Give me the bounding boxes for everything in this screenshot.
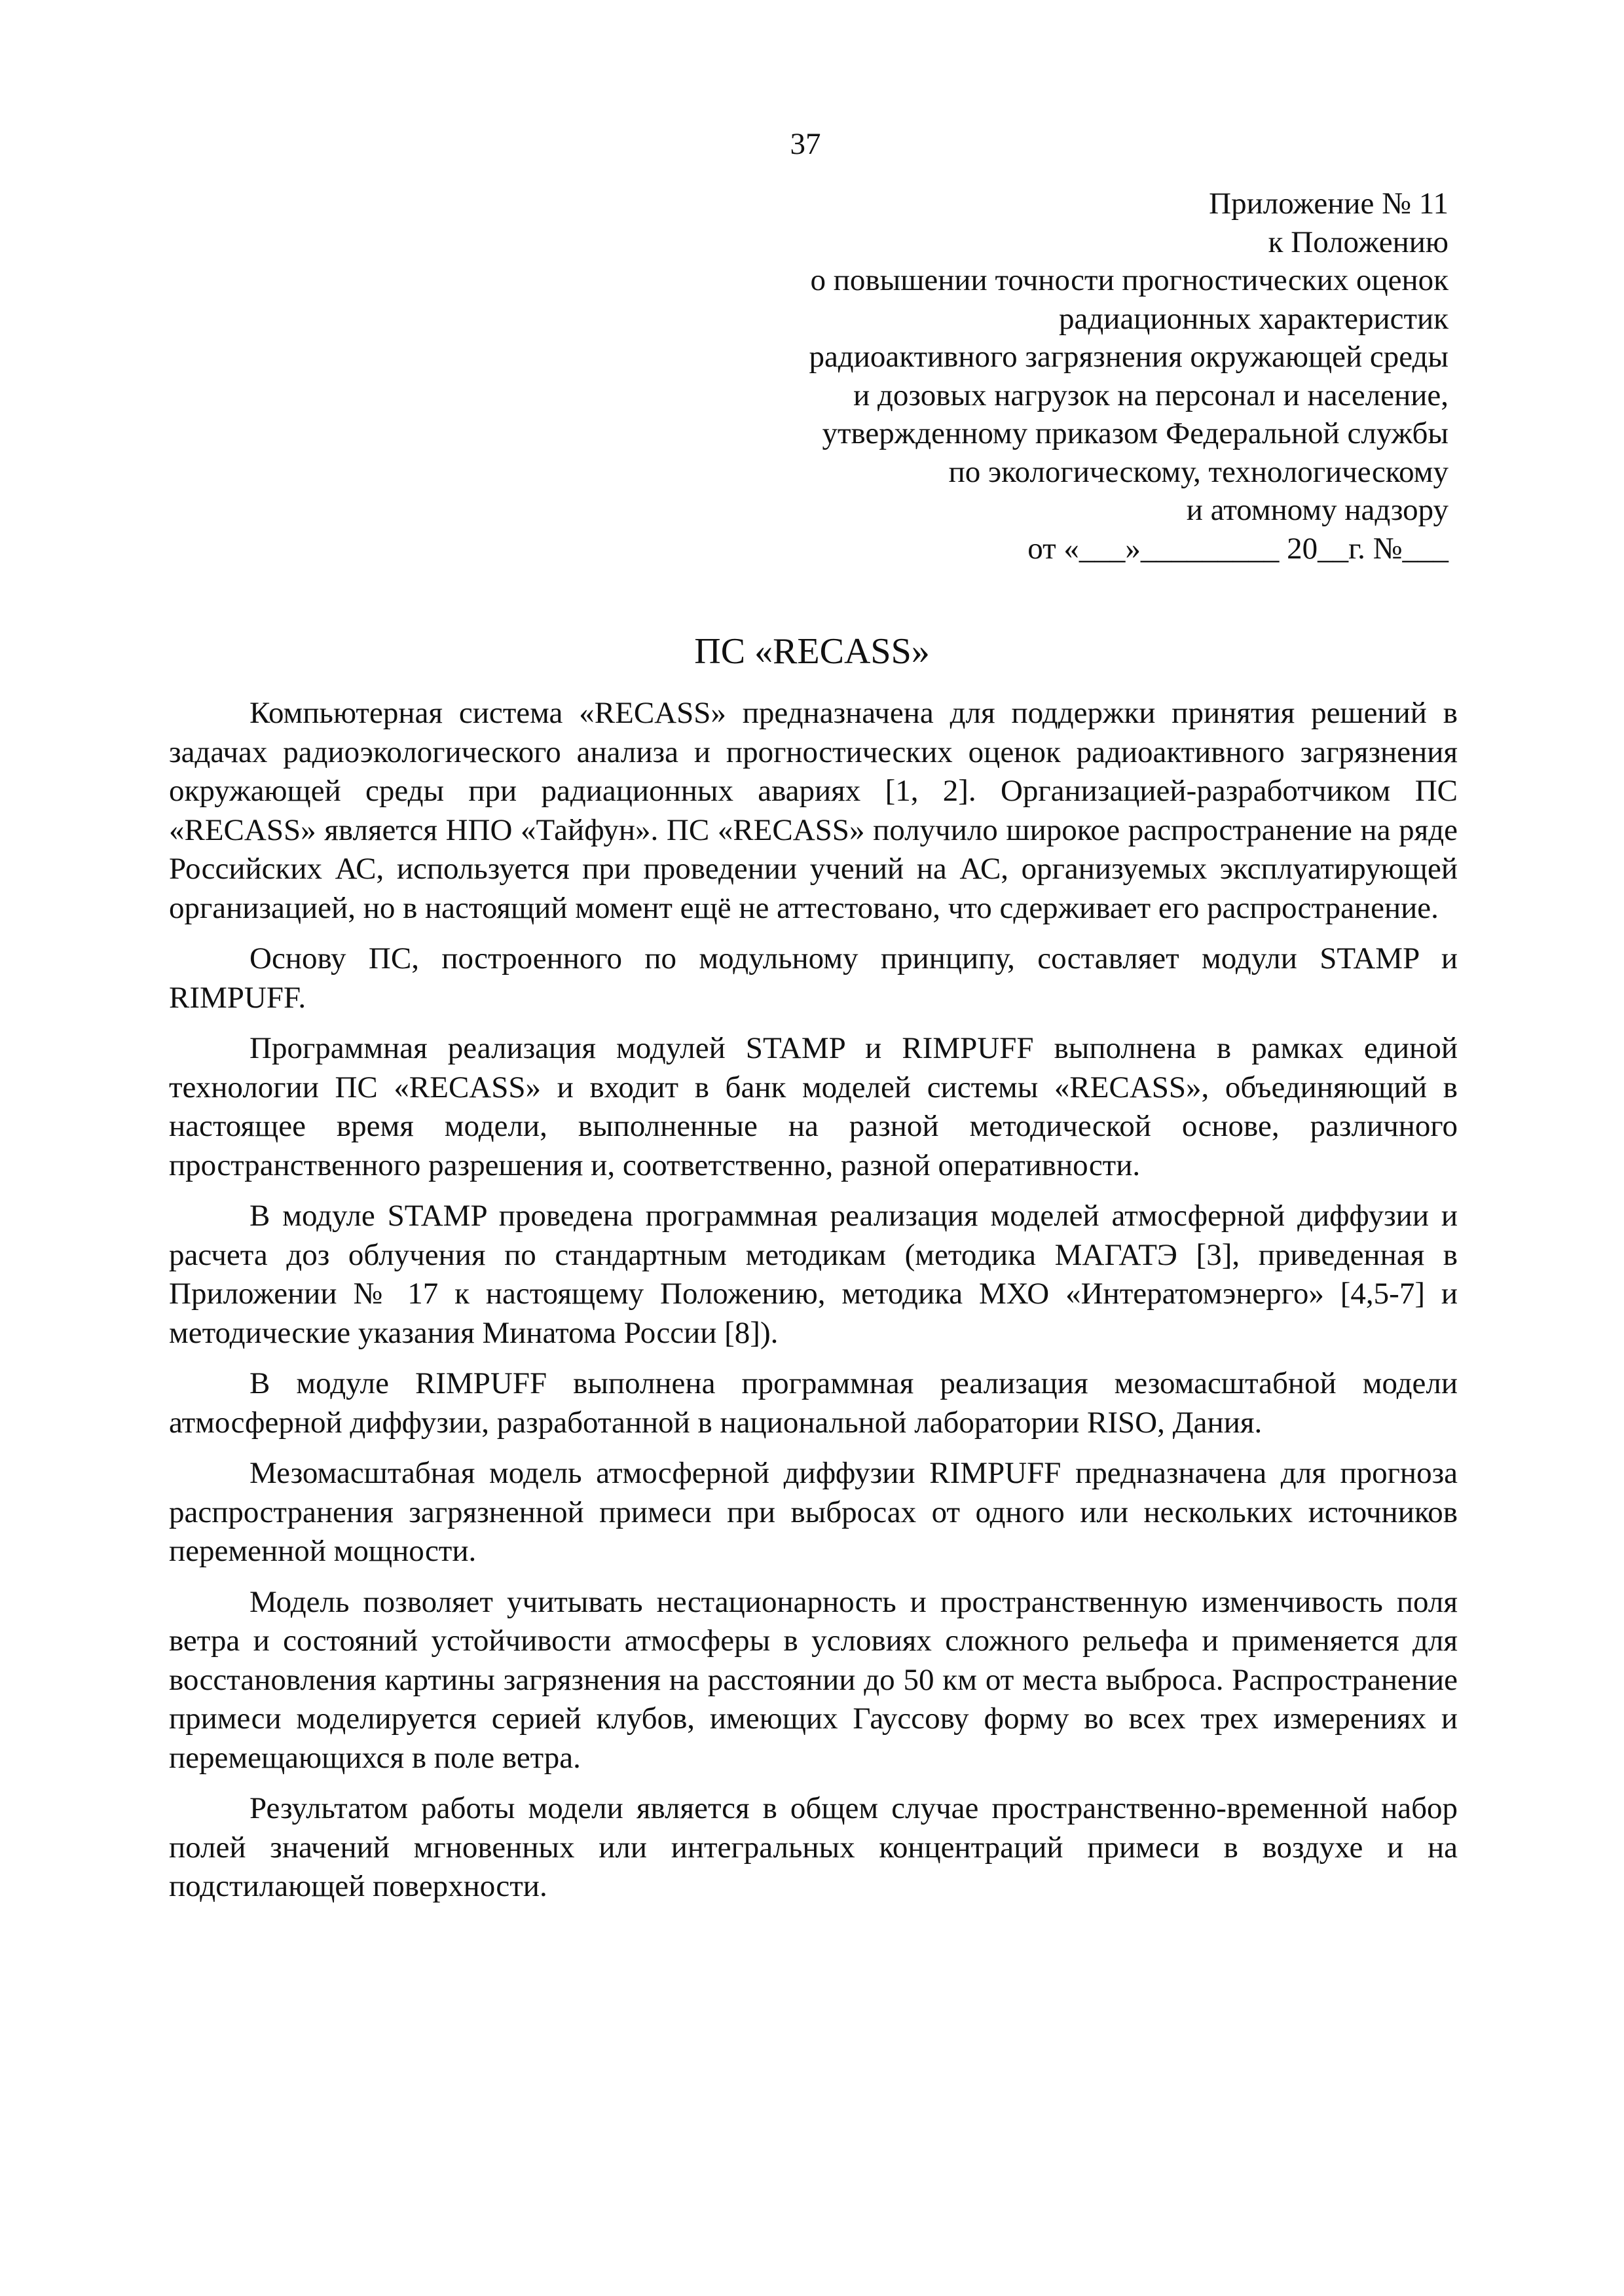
appendix-header-line: по экологическому, технологическому	[948, 454, 1449, 489]
paragraph: Программная реализация модулей STAMP и RIMPUFF выполнена в рамках единой технологии ПС «RECASS» и входит в банк моделей системы «RECASS», объединяющий в настоящее время модели, выполненные на разной методической основе, различного пространственного разрешения и, соответственно, разной оперативности.	[169, 1031, 1458, 1182]
paragraph: Основу ПС, построенного по модульному принципу, составляет модули STAMP и RIMPUFF.	[169, 941, 1458, 1015]
page-number: 37	[790, 127, 821, 161]
appendix-date-number-line: от «___»_________ 20__г. №___	[1027, 531, 1449, 566]
document-title: ПС «RECASS»	[694, 631, 930, 672]
appendix-header-line: к Положению	[1268, 225, 1449, 259]
paragraph: В модуле STAMP проведена программная реализация моделей атмосферной диффузии и расчета доз облучения по стандартным методикам (методика МАГАТЭ [3], приведенная в Приложении № 17 к настоящему Положению, методика МХО «Интератомэнерго» [4,5-7] и методические указания Минатома России [8]).	[169, 1199, 1458, 1350]
appendix-header-line: Приложение № 11	[1209, 187, 1449, 221]
appendix-header	[466, 185, 1449, 568]
appendix-header-line: о повышении точности прогностических оценок	[810, 263, 1449, 297]
appendix-header-line: радиоактивного загрязнения окружающей среды	[809, 340, 1449, 374]
paragraph: Модель позволяет учитывать нестационарность и пространственную изменчивость поля ветра и состояний устойчивости атмосферы в условиях сложного рельефа и применяется для восстановления картины загрязнения на расстоянии до 50 км от места выброса. Распространение примеси моделируется серией клубов, имеющих Гауссову форму во всех трех измерениях и перемещающихся в поле ветра.	[169, 1584, 1458, 1775]
paragraph: Мезомасштабная модель атмосферной диффузии RIMPUFF предназначена для прогноза распространения загрязненной примеси при выбросах от одного или нескольких источников переменной мощности.	[169, 1456, 1458, 1568]
paragraph: В модуле RIMPUFF выполнена программная реализация мезомасштабной модели атмосферной диффузии, разработанной в национальной лаборатории RISO, Дания.	[169, 1366, 1458, 1440]
appendix-header-line: и атомному надзору	[1186, 493, 1449, 527]
document-body	[169, 694, 1458, 1918]
appendix-header-line: радиационных характеристик	[1059, 301, 1449, 336]
paragraph: Результатом работы модели является в общем случае пространственно-временной набор полей значений мгновенных или интегральных концентраций примеси в воздухе и на подстилающей поверхности.	[169, 1791, 1458, 1903]
appendix-header-line: утвержденному приказом Федеральной службы	[822, 416, 1449, 450]
paragraph: Компьютерная система «RECASS» предназначена для поддержки принятия решений в задачах радиоэкологического анализа и прогностических оценок радиоактивного загрязнения окружающей среды при радиационных авариях [1, 2]. Организацией-разработчиком ПС «RECASS» является НПО «Тайфун». ПС «RECASS» получило широкое распространение на ряде Российских АС, используется при проведении учений на АС, организуемых эксплуатирующей организацией, но в настоящий момент ещё не аттестовано, что сдерживает его распространение.	[169, 696, 1458, 925]
appendix-header-line: и дозовых нагрузок на персонал и население,	[853, 378, 1449, 412]
